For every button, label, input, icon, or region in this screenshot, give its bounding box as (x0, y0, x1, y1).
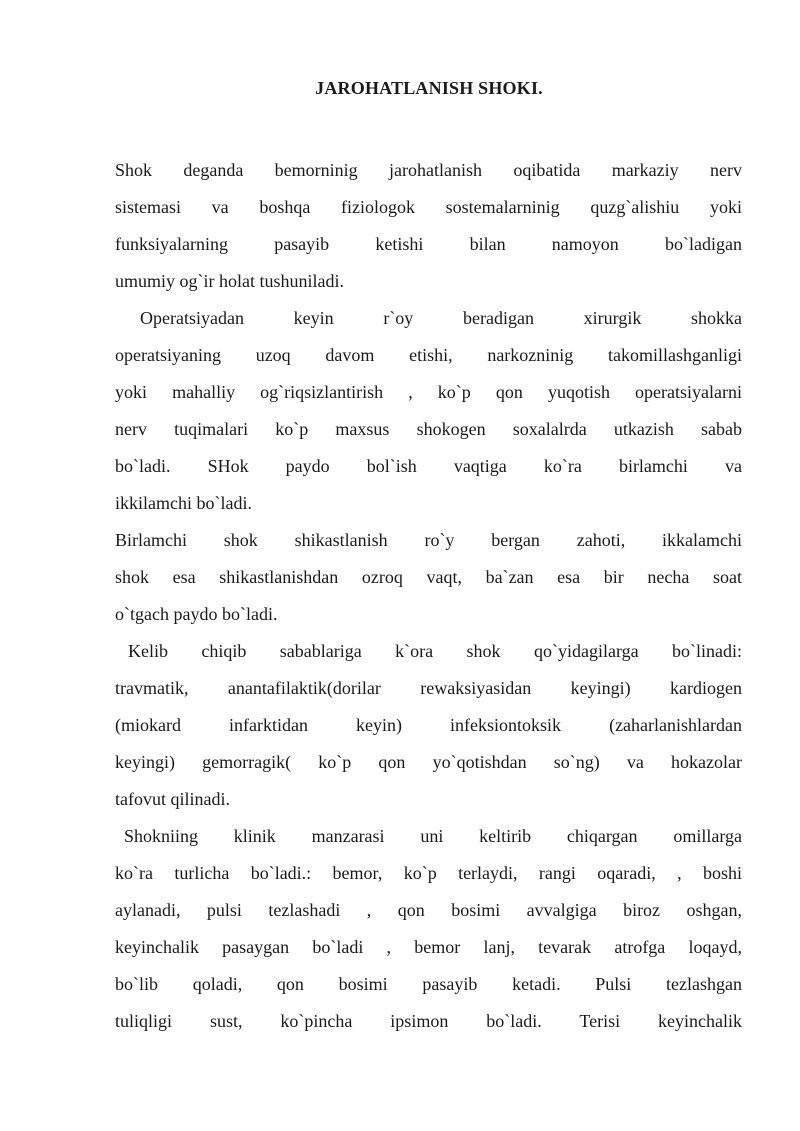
text-line: Shok deganda bemorninig jarohatlanish oqibatida markaziy nerv (115, 160, 742, 180)
text-line: bo`ladi. SHok paydo bol`ish vaqtiga ko`ra birlamchi va (115, 456, 742, 476)
text-line: funksiyalarning pasayib ketishi bilan namoyon bo`ladigan (115, 234, 742, 254)
text-line: ikkilamchi bo`ladi. (115, 493, 252, 513)
text-line: yoki mahalliy og`riqsizlantirish , ko`p qon yuqotish operatsiyalarni (115, 382, 742, 402)
text-line: bo`lib qoladi, qon bosimi pasayib ketadi. Pulsi tezlashgan (115, 974, 742, 994)
text-line: nerv tuqimalari ko`p maxsus shokogen soxalalrda utkazish sabab (115, 419, 742, 439)
document-title: JAROHATLANISH SHOKI. (315, 78, 543, 98)
text-line: Operatsiyadan keyin r`oy beradigan xirurgik shokka (140, 308, 742, 328)
text-line: ko`ra turlicha bo`ladi.: bemor, ko`p terlaydi, rangi oqaradi, , boshi (115, 863, 742, 883)
text-line: travmatik, anantafilaktik(dorilar rewaksiyasidan keyingi) kardiogen (115, 678, 742, 698)
text-line: tafovut qilinadi. (115, 789, 230, 809)
text-line: Birlamchi shok shikastlanish ro`y bergan zahoti, ikkalamchi (115, 530, 742, 550)
text-line: keyingi) gemorragik( ko`p qon yo`qotishdan so`ng) va hokazolar (115, 752, 742, 772)
text-line: (miokard infarktidan keyin) infeksiontoksik (zaharlanishlardan (115, 715, 742, 735)
text-line: Shokniing klinik manzarasi uni keltirib chiqargan omillarga (124, 826, 742, 846)
text-line: operatsiyaning uzoq davom etishi, narkozninig takomillashganligi (115, 345, 742, 365)
text-line: o`tgach paydo bo`ladi. (115, 604, 278, 624)
text-line: aylanadi, pulsi tezlashadi , qon bosimi avvalgiga biroz oshgan, (115, 900, 742, 920)
text-line: umumiy og`ir holat tushuniladi. (115, 271, 344, 291)
text-line: sistemasi va boshqa fiziologok sostemalarninig quzg`alishiu yoki (115, 197, 742, 217)
text-line: keyinchalik pasaygan bo`ladi , bemor lanj, tevarak atrofga loqayd, (115, 937, 742, 957)
text-line: tuliqligi sust, ko`pincha ipsimon bo`ladi. Terisi keyinchalik (115, 1011, 742, 1031)
text-line: Kelib chiqib sabablariga k`ora shok qo`yidagilarga bo`linadi: (128, 641, 742, 661)
document-body (115, 156, 742, 1044)
text-line: shok esa shikastlanishdan ozroq vaqt, ba`zan esa bir necha soat (115, 567, 742, 587)
